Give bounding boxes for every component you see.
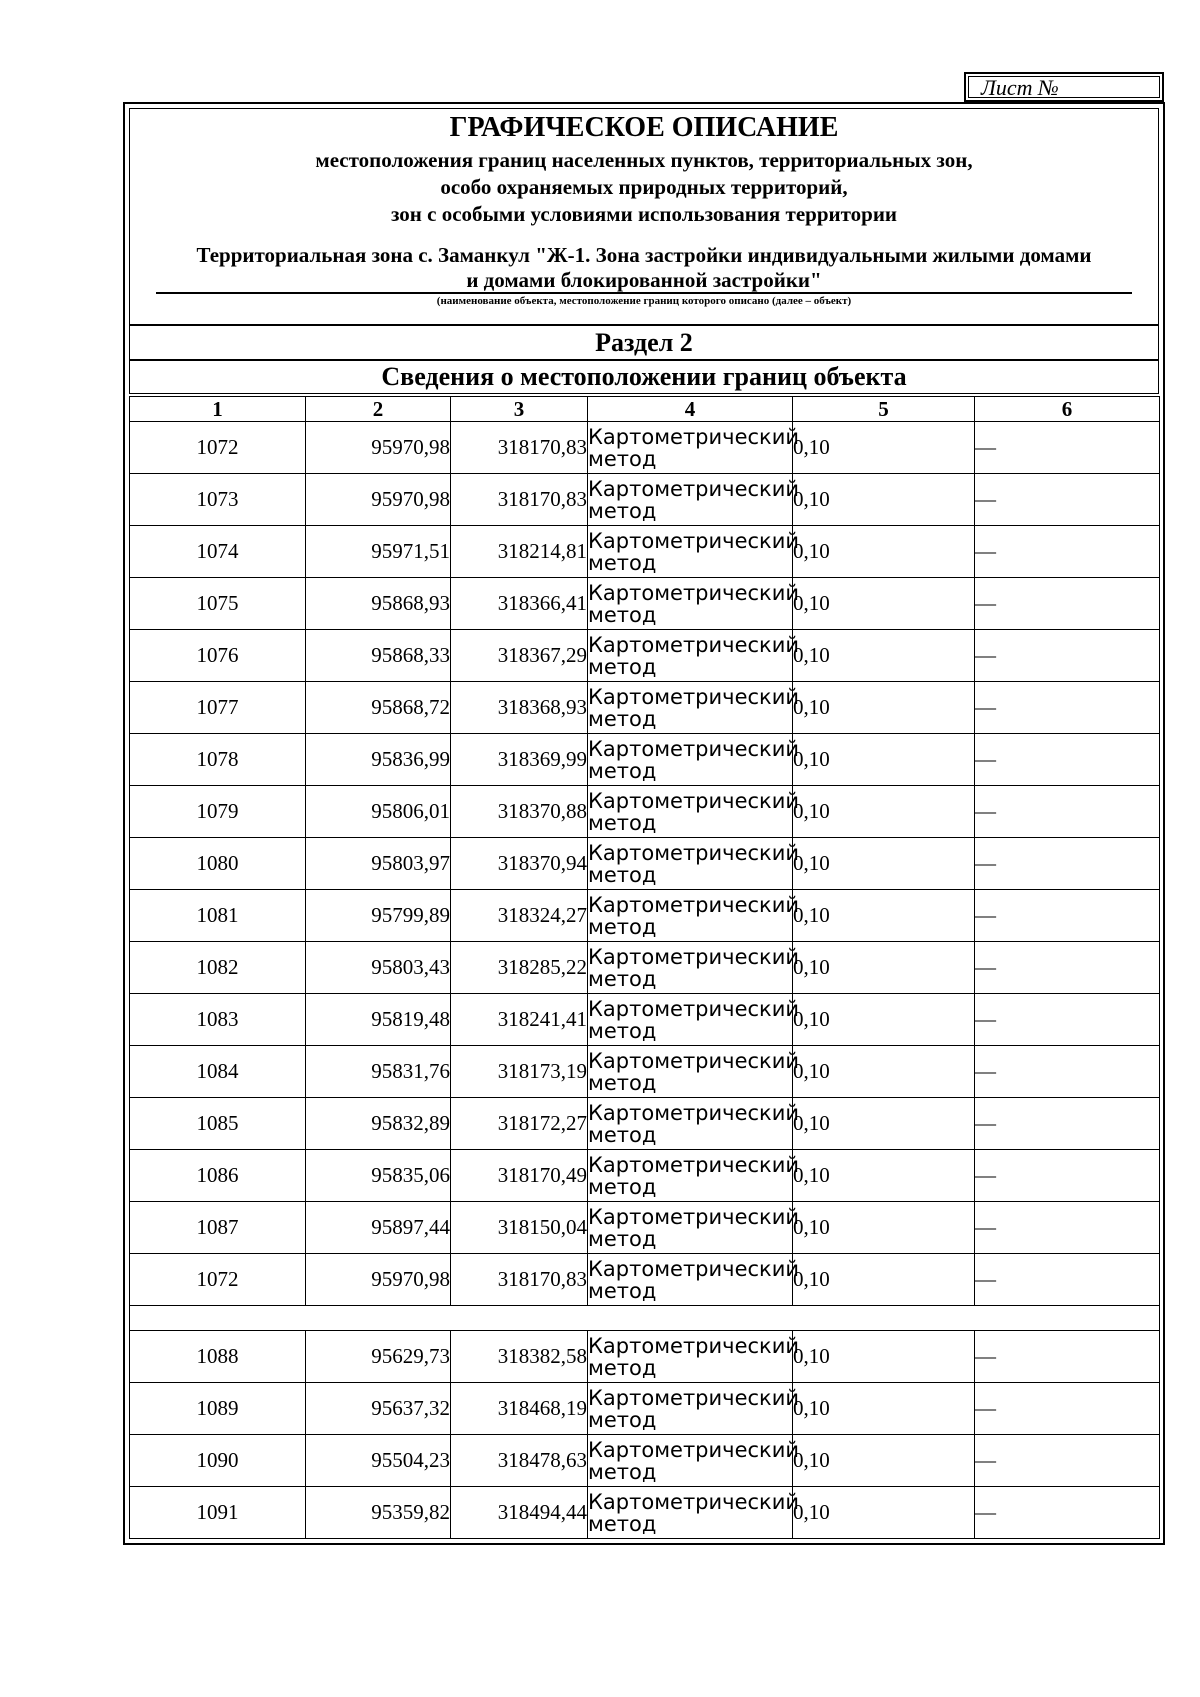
column-header: 1: [130, 397, 306, 422]
method-cell: Картометрический метод: [588, 1202, 793, 1254]
y-coordinate-cell: 318170,49: [451, 1150, 588, 1202]
table-row: [130, 994, 1160, 1046]
x-coordinate-cell: 95832,89: [306, 1098, 451, 1150]
table-row: [130, 1046, 1160, 1098]
description-cell: —: [975, 474, 1160, 526]
x-coordinate-cell: 95868,33: [306, 630, 451, 682]
y-coordinate-cell: 318366,41: [451, 578, 588, 630]
document-frame: [123, 102, 1165, 1545]
point-number-cell: 1078: [130, 734, 306, 786]
document-title: ГРАФИЧЕСКОЕ ОПИСАНИЕ: [449, 112, 839, 143]
point-number-cell: 1082: [130, 942, 306, 994]
table-row: [130, 734, 1160, 786]
method-cell: Картометрический метод: [588, 890, 793, 942]
description-cell: —: [975, 786, 1160, 838]
x-coordinate-cell: 95970,98: [306, 474, 451, 526]
x-coordinate-cell: 95799,89: [306, 890, 451, 942]
accuracy-cell: 0,10: [793, 630, 975, 682]
section-subtitle: Сведения о местоположении границ объекта: [129, 360, 1159, 394]
accuracy-cell: 0,10: [793, 1383, 975, 1435]
method-cell: Картометрический метод: [588, 1487, 793, 1539]
column-header: 2: [306, 397, 451, 422]
y-coordinate-cell: 318494,44: [451, 1487, 588, 1539]
table-body: [130, 422, 1160, 1539]
table-row: [130, 422, 1160, 474]
method-cell: Картометрический метод: [588, 1254, 793, 1306]
x-coordinate-cell: 95819,48: [306, 994, 451, 1046]
sheet-number-label: Лист №: [968, 76, 1160, 98]
accuracy-cell: 0,10: [793, 1487, 975, 1539]
y-coordinate-cell: 318370,88: [451, 786, 588, 838]
table-row: [130, 1435, 1160, 1487]
column-header: 6: [975, 397, 1160, 422]
method-cell: Картометрический метод: [588, 422, 793, 474]
description-cell: —: [975, 1046, 1160, 1098]
x-coordinate-cell: 95868,93: [306, 578, 451, 630]
table-row: [130, 1098, 1160, 1150]
table-row: [130, 474, 1160, 526]
description-cell: —: [975, 1202, 1160, 1254]
object-name-line: Территориальная зона с. Заманкул "Ж-1. Зона застройки индивидуальными жилыми домами: [196, 243, 1092, 267]
y-coordinate-cell: 318173,19: [451, 1046, 588, 1098]
y-coordinate-cell: 318150,04: [451, 1202, 588, 1254]
y-coordinate-cell: 318382,58: [451, 1331, 588, 1383]
method-cell: Картометрический метод: [588, 474, 793, 526]
x-coordinate-cell: 95868,72: [306, 682, 451, 734]
method-cell: Картометрический метод: [588, 994, 793, 1046]
object-underline: [156, 292, 1132, 294]
description-cell: —: [975, 994, 1160, 1046]
method-cell: Картометрический метод: [588, 942, 793, 994]
point-number-cell: 1080: [130, 838, 306, 890]
description-cell: —: [975, 682, 1160, 734]
x-coordinate-cell: 95504,23: [306, 1435, 451, 1487]
point-number-cell: 1077: [130, 682, 306, 734]
description-cell: —: [975, 890, 1160, 942]
method-cell: Картометрический метод: [588, 1331, 793, 1383]
table-row: [130, 1331, 1160, 1383]
method-cell: Картометрический метод: [588, 1383, 793, 1435]
point-number-cell: 1083: [130, 994, 306, 1046]
method-cell: Картометрический метод: [588, 630, 793, 682]
x-coordinate-cell: 95806,01: [306, 786, 451, 838]
accuracy-cell: 0,10: [793, 1435, 975, 1487]
description-cell: —: [975, 630, 1160, 682]
x-coordinate-cell: 95637,32: [306, 1383, 451, 1435]
object-name-line: и домами блокированной застройки": [466, 268, 822, 292]
point-number-cell: 1088: [130, 1331, 306, 1383]
y-coordinate-cell: 318370,94: [451, 838, 588, 890]
x-coordinate-cell: 95629,73: [306, 1331, 451, 1383]
contour-separator-row: [130, 1306, 1160, 1331]
accuracy-cell: 0,10: [793, 526, 975, 578]
method-cell: Картометрический метод: [588, 682, 793, 734]
y-coordinate-cell: 318468,19: [451, 1383, 588, 1435]
section-title: Раздел 2: [129, 325, 1159, 360]
column-header: 3: [451, 397, 588, 422]
x-coordinate-cell: 95803,97: [306, 838, 451, 890]
method-cell: Картометрический метод: [588, 734, 793, 786]
y-coordinate-cell: 318478,63: [451, 1435, 588, 1487]
table-row: [130, 630, 1160, 682]
description-cell: —: [975, 1150, 1160, 1202]
description-cell: —: [975, 1254, 1160, 1306]
method-cell: Картометрический метод: [588, 1098, 793, 1150]
x-coordinate-cell: 95897,44: [306, 1202, 451, 1254]
y-coordinate-cell: 318369,99: [451, 734, 588, 786]
method-cell: Картометрический метод: [588, 1435, 793, 1487]
table-row: [130, 526, 1160, 578]
point-number-cell: 1073: [130, 474, 306, 526]
point-number-cell: 1072: [130, 1254, 306, 1306]
subtitle-line: зон с особыми условиями использования территории: [390, 202, 898, 226]
description-cell: —: [975, 1435, 1160, 1487]
description-cell: —: [975, 838, 1160, 890]
coordinates-table: [129, 396, 1160, 1539]
accuracy-cell: 0,10: [793, 838, 975, 890]
accuracy-cell: 0,10: [793, 1098, 975, 1150]
description-cell: —: [975, 1331, 1160, 1383]
description-cell: —: [975, 1098, 1160, 1150]
point-number-cell: 1079: [130, 786, 306, 838]
column-header: 5: [793, 397, 975, 422]
point-number-cell: 1074: [130, 526, 306, 578]
subtitle-line: особо охраняемых природных территорий,: [440, 175, 848, 199]
point-number-cell: 1076: [130, 630, 306, 682]
description-cell: —: [975, 1383, 1160, 1435]
point-number-cell: 1090: [130, 1435, 306, 1487]
contour-separator-cell: [130, 1306, 1160, 1331]
point-number-cell: 1081: [130, 890, 306, 942]
object-caption: (наименование объекта, местоположение границ которого описано (далее – объект): [436, 295, 852, 307]
accuracy-cell: 0,10: [793, 994, 975, 1046]
point-number-cell: 1072: [130, 422, 306, 474]
table-row: [130, 786, 1160, 838]
table-row: [130, 890, 1160, 942]
x-coordinate-cell: 95970,98: [306, 1254, 451, 1306]
accuracy-cell: 0,10: [793, 1046, 975, 1098]
y-coordinate-cell: 318368,93: [451, 682, 588, 734]
y-coordinate-cell: 318241,41: [451, 994, 588, 1046]
accuracy-cell: 0,10: [793, 1254, 975, 1306]
method-cell: Картометрический метод: [588, 526, 793, 578]
description-cell: —: [975, 1487, 1160, 1539]
document-header: [129, 108, 1159, 325]
accuracy-cell: 0,10: [793, 422, 975, 474]
x-coordinate-cell: 95831,76: [306, 1046, 451, 1098]
table-row: [130, 942, 1160, 994]
document-subtitle: [130, 147, 1158, 228]
table-row: [130, 838, 1160, 890]
table-row: [130, 1150, 1160, 1202]
y-coordinate-cell: 318367,29: [451, 630, 588, 682]
x-coordinate-cell: 95971,51: [306, 526, 451, 578]
y-coordinate-cell: 318324,27: [451, 890, 588, 942]
y-coordinate-cell: 318170,83: [451, 1254, 588, 1306]
point-number-cell: 1075: [130, 578, 306, 630]
description-cell: —: [975, 422, 1160, 474]
point-number-cell: 1085: [130, 1098, 306, 1150]
method-cell: Картометрический метод: [588, 578, 793, 630]
accuracy-cell: 0,10: [793, 1202, 975, 1254]
point-number-cell: 1091: [130, 1487, 306, 1539]
sheet-number-box: [964, 72, 1164, 102]
x-coordinate-cell: 95970,98: [306, 422, 451, 474]
accuracy-cell: 0,10: [793, 734, 975, 786]
table-row: [130, 1202, 1160, 1254]
x-coordinate-cell: 95835,06: [306, 1150, 451, 1202]
x-coordinate-cell: 95359,82: [306, 1487, 451, 1539]
table-row: [130, 1254, 1160, 1306]
accuracy-cell: 0,10: [793, 578, 975, 630]
table-row: [130, 1487, 1160, 1539]
accuracy-cell: 0,10: [793, 942, 975, 994]
y-coordinate-cell: 318172,27: [451, 1098, 588, 1150]
y-coordinate-cell: 318170,83: [451, 422, 588, 474]
method-cell: Картометрический метод: [588, 1046, 793, 1098]
point-number-cell: 1089: [130, 1383, 306, 1435]
accuracy-cell: 0,10: [793, 474, 975, 526]
y-coordinate-cell: 318170,83: [451, 474, 588, 526]
method-cell: Картометрический метод: [588, 1150, 793, 1202]
x-coordinate-cell: 95836,99: [306, 734, 451, 786]
method-cell: Картометрический метод: [588, 838, 793, 890]
point-number-cell: 1086: [130, 1150, 306, 1202]
point-number-cell: 1087: [130, 1202, 306, 1254]
table-header-row: [130, 397, 1160, 422]
accuracy-cell: 0,10: [793, 1150, 975, 1202]
y-coordinate-cell: 318285,22: [451, 942, 588, 994]
accuracy-cell: 0,10: [793, 682, 975, 734]
column-header: 4: [588, 397, 793, 422]
accuracy-cell: 0,10: [793, 890, 975, 942]
table-row: [130, 682, 1160, 734]
description-cell: —: [975, 578, 1160, 630]
accuracy-cell: 0,10: [793, 786, 975, 838]
table-row: [130, 578, 1160, 630]
table-row: [130, 1383, 1160, 1435]
description-cell: —: [975, 942, 1160, 994]
description-cell: —: [975, 734, 1160, 786]
subtitle-line: местоположения границ населенных пунктов, территориальных зон,: [315, 148, 973, 172]
point-number-cell: 1084: [130, 1046, 306, 1098]
accuracy-cell: 0,10: [793, 1331, 975, 1383]
y-coordinate-cell: 318214,81: [451, 526, 588, 578]
description-cell: —: [975, 526, 1160, 578]
method-cell: Картометрический метод: [588, 786, 793, 838]
object-name: [130, 243, 1158, 293]
x-coordinate-cell: 95803,43: [306, 942, 451, 994]
